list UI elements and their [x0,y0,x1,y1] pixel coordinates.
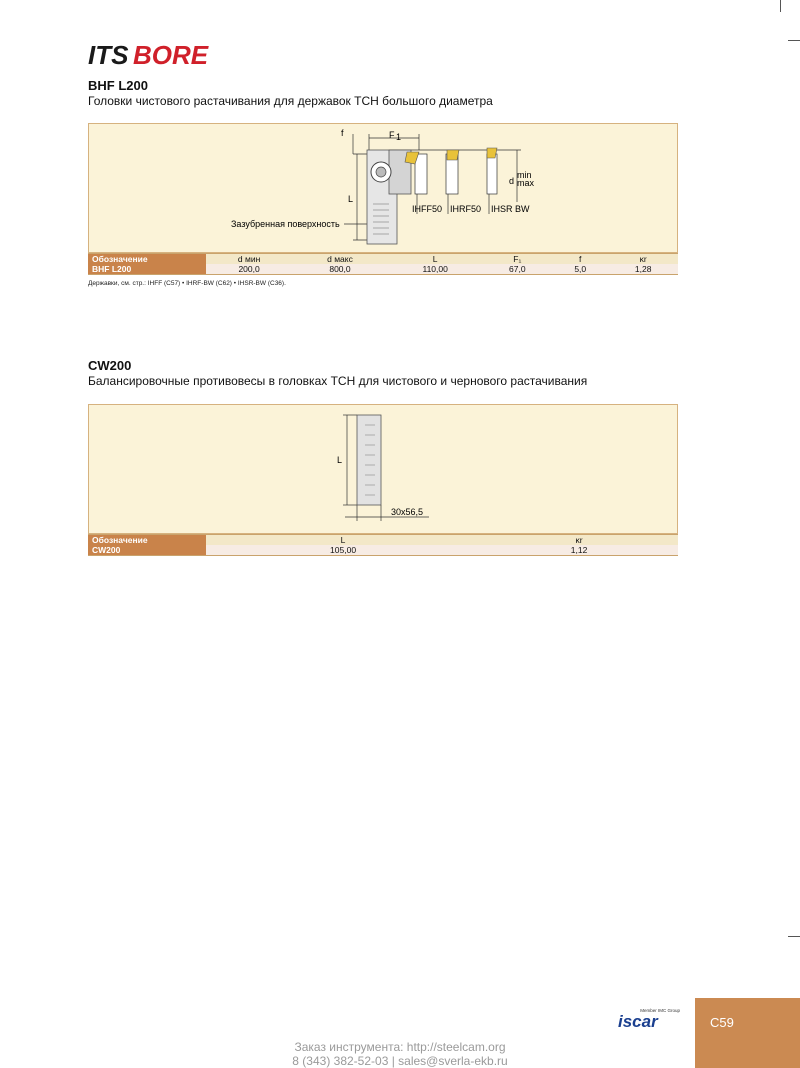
table-header-cell: d мин [206,254,292,265]
table-header-cell: f [552,254,608,265]
table-cell: 800,0 [292,264,388,275]
section2-spec-table [88,534,678,556]
logo-text-its: ITS [88,40,129,70]
size-30x56-label: 30x56,5 [391,507,424,517]
dim-l-label: L [348,194,354,204]
dim-dmin-label: min [517,170,532,180]
table-header-cell: L [388,254,483,265]
dim-f-label: f [341,128,344,138]
iscar-logo [618,1008,680,1036]
table-row [88,264,678,275]
logo-text-bore: BORE [133,40,209,70]
table-cell: BHF L200 [88,264,206,275]
dim-d-label: d [509,176,515,186]
itsbore-logo [88,40,213,70]
holder-ihsr-bw-label: IHSR BW [491,204,530,214]
table-cell: CW200 [88,545,206,556]
table-cell: 110,00 [388,264,483,275]
table-header-cell: Обозначение [88,254,206,265]
dim-l-label: L [337,455,343,465]
cw200-drawing [89,405,679,535]
footer-contact-line: 8 (343) 382-52-03 | sales@sverla-ekb.ru [292,1054,508,1068]
crop-mark-top [780,0,781,12]
table-cell: 1,12 [480,545,678,556]
holder-ihrf50-label: IHRF50 [450,204,482,214]
table-cell: 105,00 [206,545,480,556]
iscar-member-text: Member IMC Group [640,1008,680,1013]
table-cell: 67,0 [482,264,552,275]
page-number: C59 [710,1015,734,1030]
section1-spec-table [88,253,678,275]
section1-subtitle: Головки чистового растачивания для державок TCH большого диаметра [88,94,493,108]
dim-dmax-label: max [517,178,535,188]
table-cell: 1,28 [608,264,678,275]
section2-diagram-panel [88,404,678,534]
table-header-row [88,254,678,265]
table-cell: 5,0 [552,264,608,275]
footer-order-line: Заказ инструмента: http://steelcam.org [294,1040,506,1054]
table-cell: 200,0 [206,264,292,275]
crop-mark-right-top [788,40,800,41]
dim-f1-sub-label: 1 [396,132,402,142]
table-header-cell: Обозначение [88,535,206,546]
dim-f1-label: F [389,130,395,140]
table-header-row [88,535,678,546]
iscar-name: iscar [618,1012,658,1031]
table-row [88,545,678,556]
bhf-l200-drawing [89,124,679,254]
section1-diagram-panel [88,123,678,253]
crop-mark-right-bottom [788,936,800,937]
table-header-cell: κr [480,535,678,546]
section1-title: BHF L200 [88,78,148,93]
section2-title: CW200 [88,358,132,373]
table-header-cell: κr [608,254,678,265]
holder-ihff50-label: IHFF50 [412,204,443,214]
section2-subtitle: Балансировочные противовесы в головках TCH для чистового и чернового растачивания [88,374,588,388]
table-header-cell: d макс [292,254,388,265]
table-header-cell: F₁ [482,254,552,265]
table-header-cell: L [206,535,480,546]
serrated-surface-label: Зазубренная поверхность [231,219,340,229]
holders-reference-note: Державки, см. стр.: IHFF (C57) • IHRF-BW (C62) • IHSR-BW (C36). [88,280,286,287]
